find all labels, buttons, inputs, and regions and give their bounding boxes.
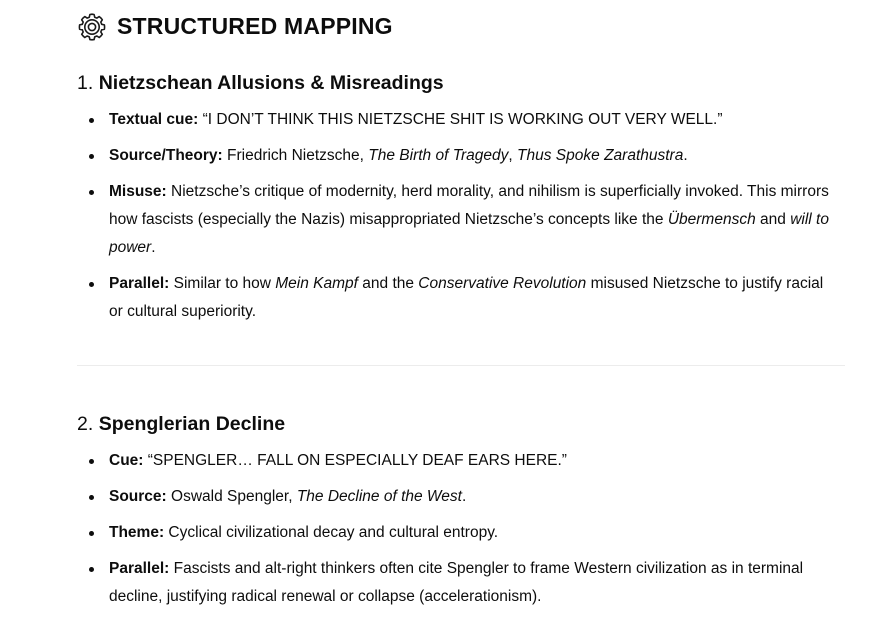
item-label: Parallel:	[109, 275, 170, 292]
item-label: Source:	[109, 488, 167, 505]
item-text: .	[683, 147, 688, 164]
list-item	[77, 447, 837, 475]
item-title-text: The Decline of the West	[296, 488, 462, 505]
item-label: Cue:	[109, 452, 144, 469]
item-text: Fascists and alt-right thinkers often cite Spengler to frame Western civilization as in terminal decline, justifying radical renewal or collapse (accelerationism).	[109, 560, 804, 605]
item-title-text: The Birth of Tragedy	[368, 147, 509, 164]
item-text: .	[461, 488, 467, 505]
item-title-text: will to power	[109, 211, 829, 256]
item-label: Theme:	[109, 524, 165, 541]
item-text: Similar to how	[169, 275, 276, 292]
list-item	[77, 555, 837, 611]
list-item	[77, 178, 837, 262]
item-title-text: Übermensch	[667, 211, 756, 228]
section-title: Spenglerian Decline	[98, 413, 286, 435]
section-divider	[77, 365, 845, 366]
item-label: Parallel:	[109, 560, 170, 577]
item-text: “SPENGLER… FALL ON ESPECIALLY DEAF EARS HERE.”	[143, 452, 567, 469]
item-title-text: Conservative Revolution	[418, 275, 587, 292]
section-number: 2.	[77, 413, 94, 435]
main-heading-text: STRUCTURED MAPPING	[117, 12, 393, 39]
item-text: Oswald Spengler,	[166, 488, 297, 505]
item-text: misused Nietzsche to justify racial or cultural superiority.	[109, 275, 824, 320]
list-item	[77, 270, 837, 326]
item-label: Misuse:	[109, 183, 167, 200]
item-label: Textual cue:	[109, 111, 199, 128]
item-title-text: Thus Spoke Zarathustra	[517, 147, 684, 164]
section-heading-1	[77, 70, 444, 96]
section-title: Nietzschean Allusions & Misreadings	[98, 72, 444, 94]
list-item	[77, 519, 837, 547]
list-item	[77, 483, 837, 511]
item-text: Cyclical civilizational decay and cultural entropy.	[164, 524, 499, 541]
item-text: Friedrich Nietzsche,	[222, 147, 369, 164]
list-item	[77, 142, 837, 170]
item-label: Source/Theory:	[109, 147, 223, 164]
gear-icon	[77, 11, 107, 41]
item-title-text: Mein Kampf	[275, 275, 358, 292]
section-number: 1.	[77, 72, 94, 94]
section-1-list	[77, 106, 837, 334]
section-2-list	[77, 447, 837, 619]
main-heading	[77, 10, 393, 42]
item-text: and the	[357, 275, 419, 292]
section-heading-2	[77, 411, 285, 437]
item-text: and	[755, 211, 791, 228]
item-text: “I DON’T THINK THIS NIETZSCHE SHIT IS WORKING OUT VERY WELL.”	[198, 111, 723, 128]
list-item	[77, 106, 837, 134]
item-text: .	[151, 239, 156, 256]
item-text: ,	[508, 147, 518, 164]
item-text: Nietzsche’s critique of modernity, herd morality, and nihilism is superficially invoked. This mirrors how fascists (especially the Nazis) misappropriated Nietzsche’s concepts like the	[109, 183, 829, 228]
